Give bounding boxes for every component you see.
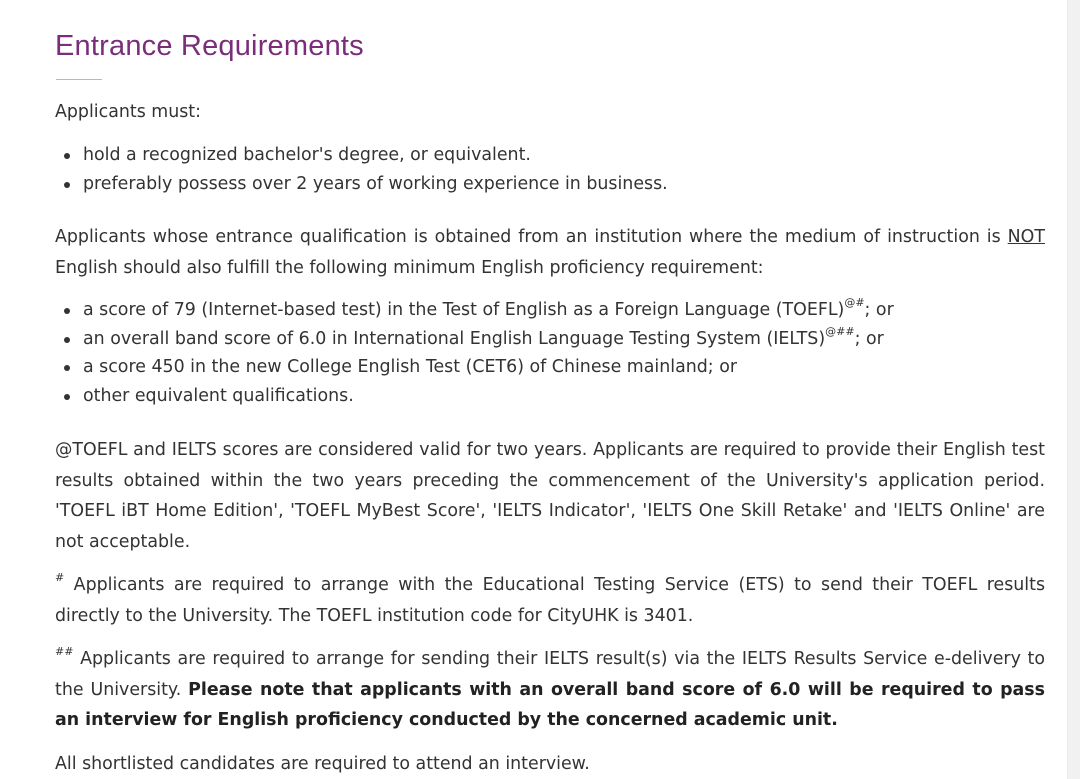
vertical-scrollbar[interactable] xyxy=(1067,0,1080,779)
list-item-text: a score of 79 (Internet-based test) in the Test of English as a Foreign Language (TOEFL) xyxy=(83,300,845,320)
note-text: Applicants are required to arrange for sending their IELTS result(s) via the IELTS Results Service e-delivery to the University. xyxy=(55,649,1045,700)
emphasis-not: NOT xyxy=(1007,227,1045,247)
ielts-note xyxy=(55,644,1045,736)
list-item xyxy=(55,353,1045,382)
note-text: Applicants are required to arrange with the Educational Testing Service (ETS) to send their TOEFL results directly to the University. The TOEFL institution code for CityUHK is 3401. xyxy=(55,575,1045,626)
list-item-text: a score 450 in the new College English Test (CET6) of Chinese mainland; or xyxy=(83,357,737,378)
page-title: Entrance Requirements xyxy=(55,30,364,62)
validity-note: @TOEFL and IELTS scores are considered valid for two years. Applicants are required to provide their English test results obtained within the two years preceding the commencement of the University's application period. 'TOEFL iBT Home Edition', 'TOEFL MyBest Score', 'IELTS Indicator', 'IELTS One Skill Retake' and 'IELTS Online' are not acceptable. xyxy=(55,440,1045,552)
footnote-marker: @# xyxy=(844,296,865,310)
list-item xyxy=(55,296,1045,325)
interview-warning: Please note that applicants with an overall band score of 6.0 will be required to pass an interview for English proficiency conducted by the concerned academic unit. xyxy=(55,679,1045,730)
paragraph-text: English should also fulfill the following minimum English proficiency requirement: xyxy=(55,257,764,278)
intro-text: Applicants must: xyxy=(55,102,201,122)
english-requirement-paragraph xyxy=(55,222,1045,283)
list-item xyxy=(55,325,1045,354)
list-item: hold a recognized bachelor's degree, or equivalent. xyxy=(55,141,1045,170)
list-item xyxy=(55,382,1045,411)
basic-requirements-list xyxy=(55,141,1045,198)
list-item-text: an overall band score of 6.0 in International English Language Testing System (IELTS) xyxy=(83,328,826,349)
title-divider xyxy=(56,79,102,80)
list-item-text: other equivalent qualifications. xyxy=(83,386,354,407)
list-item-tail: ; or xyxy=(864,300,894,320)
paragraph-text: Applicants whose entrance qualification is obtained from an institution where the medium of instruction is xyxy=(55,227,1008,247)
closing-text: All shortlisted candidates are required to attend an interview. xyxy=(55,754,590,774)
footnote-marker: @## xyxy=(825,324,855,338)
list-item: preferably possess over 2 years of working experience in business. xyxy=(55,170,1045,199)
english-requirements-list xyxy=(55,296,1045,411)
footnote-marker: ## xyxy=(55,645,74,659)
list-item-tail: ; or xyxy=(854,328,884,349)
footnote-marker: # xyxy=(55,571,65,585)
toefl-note xyxy=(55,570,1045,631)
